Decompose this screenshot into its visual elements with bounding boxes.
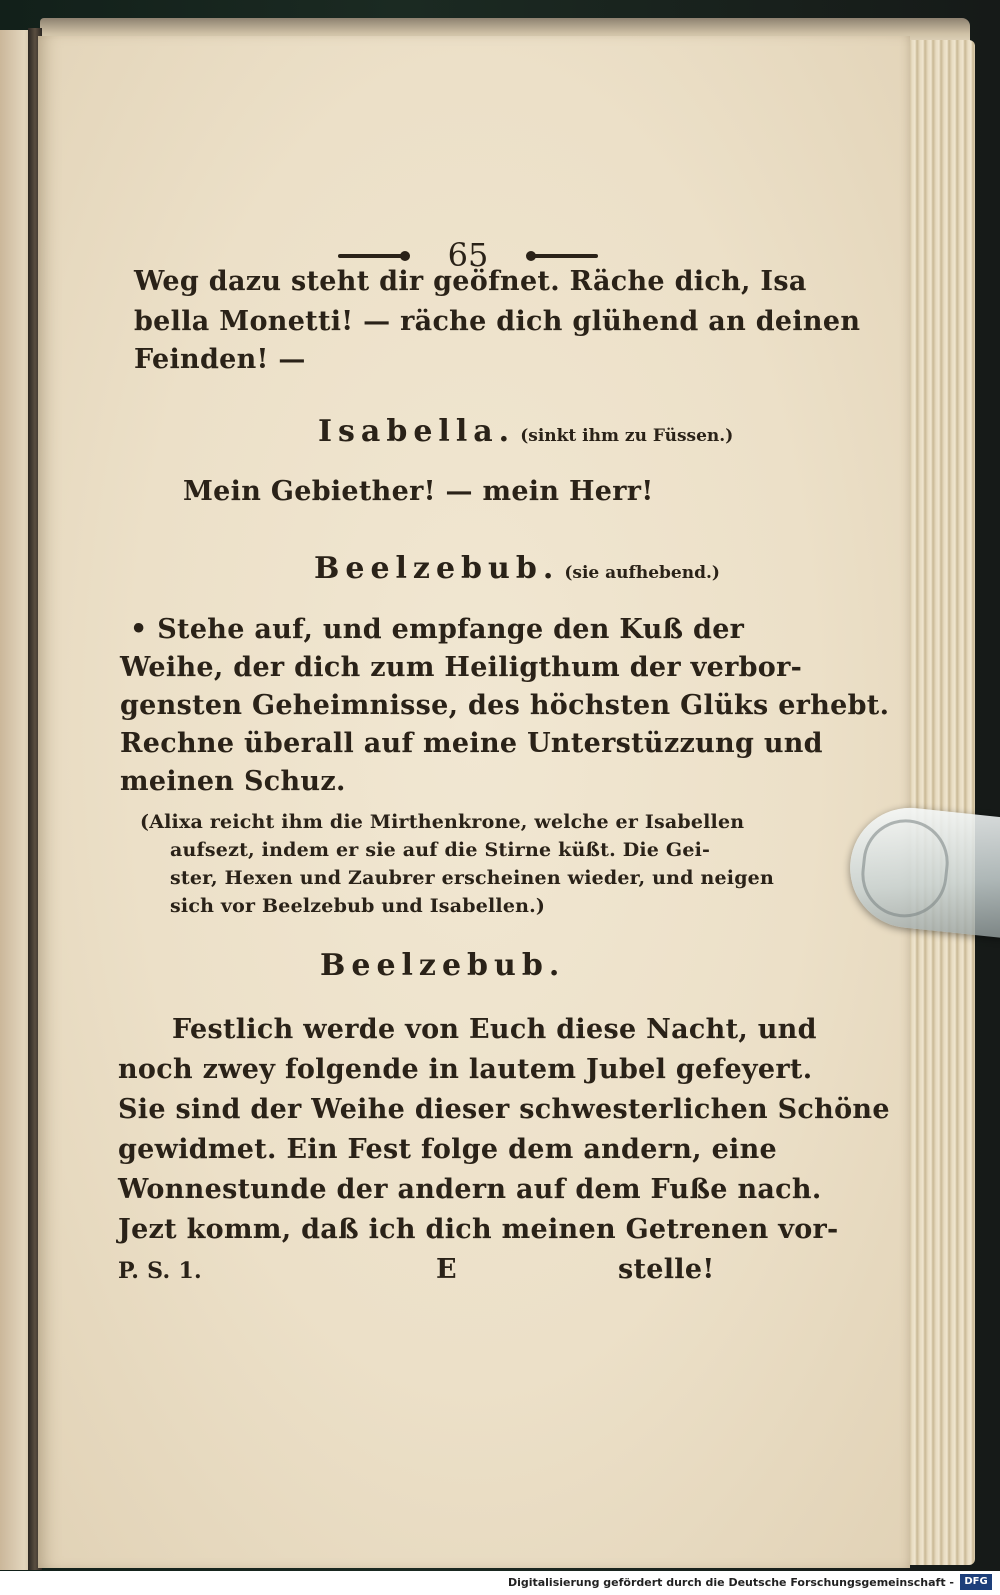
- text-line: bella Monetti! — räche dich glühend an deinen: [134, 306, 861, 337]
- catchword: stelle!: [618, 1254, 715, 1285]
- text-line: noch zwey folgende in lautem Jubel gefeyert.: [118, 1054, 813, 1085]
- text-line: Wonnestunde der andern auf dem Fuße nach.: [118, 1174, 822, 1205]
- dfg-logo: DFG: [960, 1574, 992, 1590]
- stage-direction-line: ster, Hexen und Zaubrer erscheinen wieder, und neigen: [170, 867, 774, 889]
- text-line: gewidmet. Ein Fest folge dem andern, eine: [118, 1134, 778, 1165]
- signature-mark: P. S. 1.: [118, 1258, 203, 1284]
- text-line: meinen Schuz.: [120, 766, 346, 797]
- text-line: Weg dazu steht dir geöfnet. Räche dich, Isa: [134, 266, 807, 297]
- text-line: Mein Gebiether! — mein Herr!: [183, 476, 654, 507]
- text-line: Weihe, der dich zum Heiligthum der verbor-: [120, 652, 803, 683]
- speaker-heading: [318, 414, 733, 449]
- speaker-name: Beelzebub.: [314, 551, 560, 586]
- stage-direction-line: (Alixa reicht ihm die Mirthenkrone, welche er Isabellen: [140, 811, 745, 833]
- speaker-heading: [314, 551, 720, 586]
- text-line: • Stehe auf, und empfange den Kuß der: [130, 614, 745, 645]
- ornament-rule-left: [338, 254, 408, 258]
- stage-direction-line: sich vor Beelzebub und Isabellen.): [170, 895, 546, 917]
- text-line: gensten Geheimnisse, des höchsten Glüks erhebt.: [120, 690, 890, 721]
- attribution-text: Digitalisierung gefördert durch die Deutsche Forschungsgemeinschaft -: [507, 1576, 954, 1589]
- stage-direction-line: aufsezt, indem er sie auf die Stirne küßt. Die Gei-: [170, 839, 711, 861]
- speaker-heading: [320, 948, 565, 983]
- text-line: Festlich werde von Euch diese Nacht, und: [172, 1014, 817, 1045]
- text-line: Feinden! —: [134, 344, 306, 375]
- text-line: Jezt komm, daß ich dich meinen Getrenen vor-: [118, 1214, 839, 1245]
- book-page: [38, 36, 910, 1568]
- sheet-mark: E: [436, 1254, 457, 1285]
- text-line: Rechne überall auf meine Unterstüzzung und: [120, 728, 823, 759]
- speaker-direction: (sie aufhebend.): [564, 563, 720, 583]
- speaker-name: Isabella.: [318, 414, 516, 449]
- page-number: 65: [447, 236, 489, 274]
- speaker-direction: (sinkt ihm zu Füssen.): [520, 426, 734, 446]
- text-line: Sie sind der Weihe dieser schwesterlichen Schöne: [118, 1094, 890, 1125]
- speaker-name: Beelzebub.: [320, 948, 566, 983]
- ornament-rule-right: [528, 254, 598, 258]
